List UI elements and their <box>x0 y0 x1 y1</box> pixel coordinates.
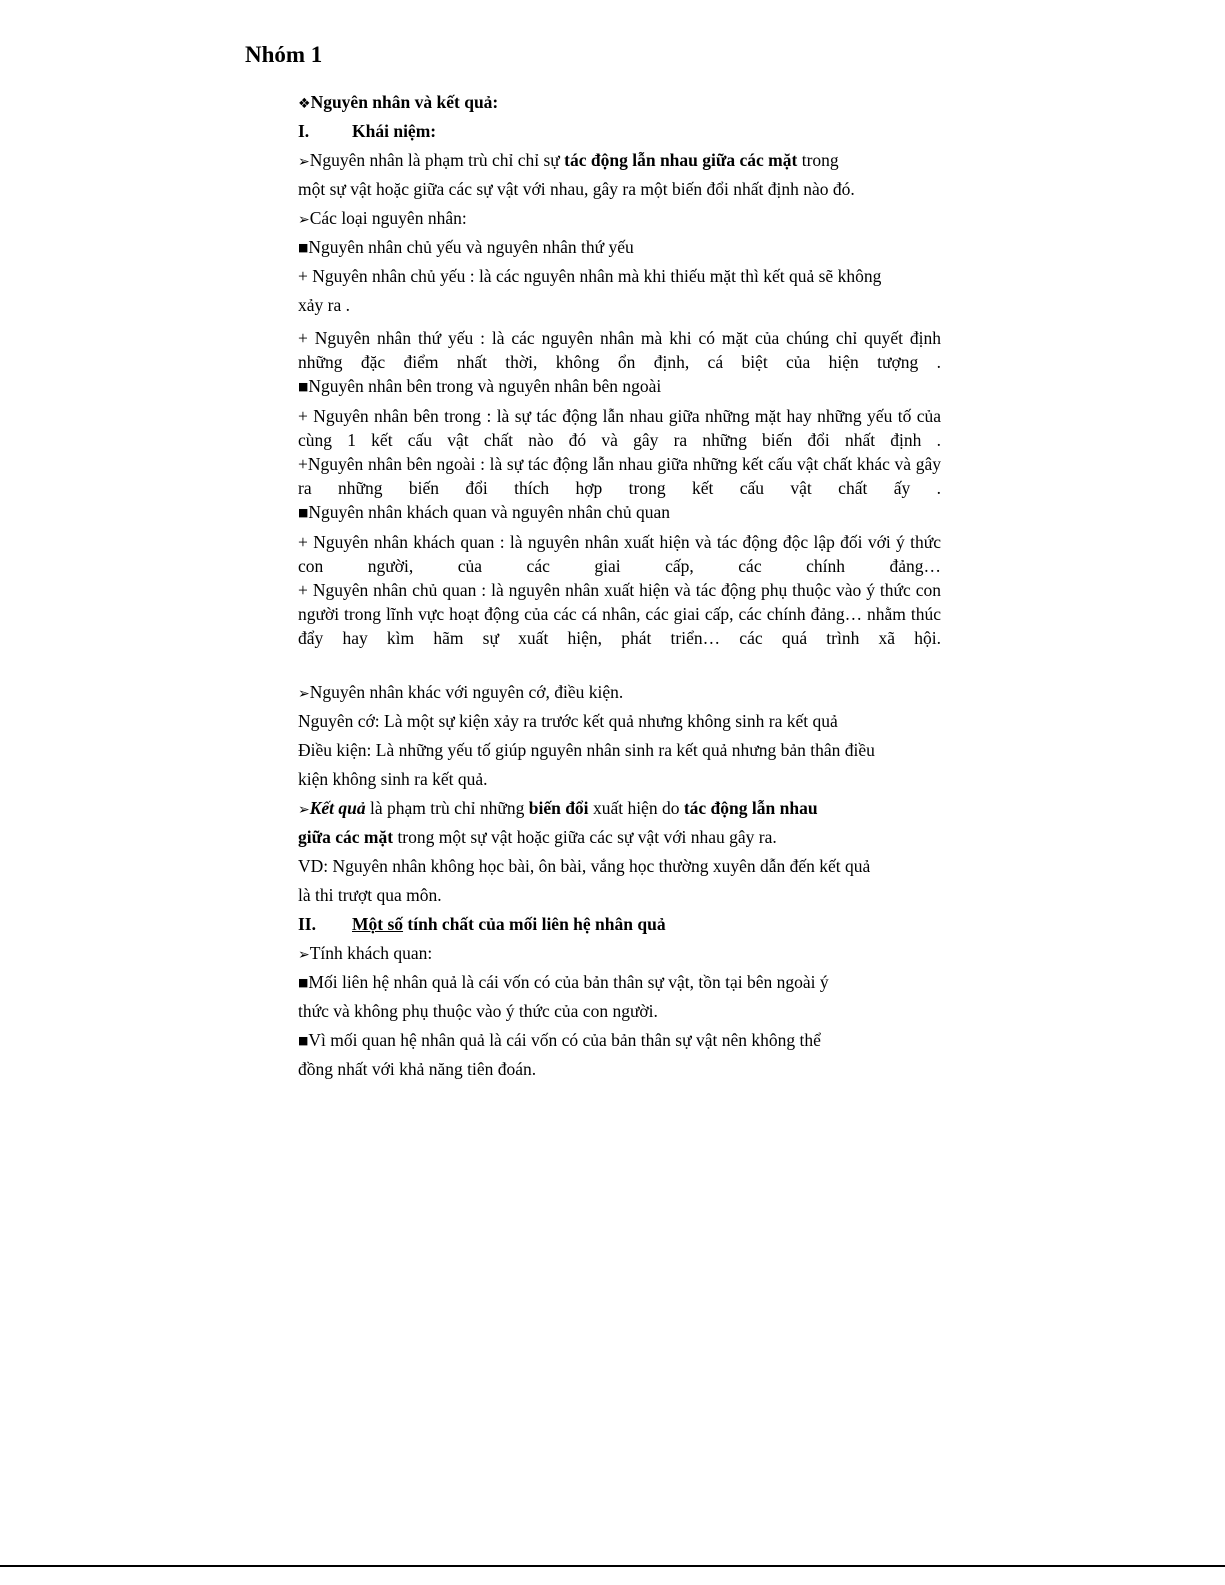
main-cause-line1: + Nguyên nhân chủ yếu : là các nguyên nhân mà khi thiếu mặt thì kết quả sẽ không <box>298 266 882 286</box>
condition-definition-line1: Điều kiện: Là những yếu tố giúp nguyên nhân sinh ra kết quả nhưng bản thân điều <box>298 740 875 760</box>
part1-number: I. <box>298 121 310 141</box>
group-title: Nhóm 1 <box>245 42 323 67</box>
part2-label-underlined: Một số <box>352 914 404 934</box>
objectivity-heading: ➢Tính khách quan: <box>298 943 433 963</box>
square-bullet-icon: ■ <box>298 506 309 519</box>
main-cause-line2: xảy ra . <box>298 295 350 315</box>
arrowhead-bullet-icon: ➢ <box>298 947 310 963</box>
secondary-cause: + Nguyên nhân thứ yếu : là các nguyên nhân mà khi có mặt của chúng chỉ quyết định những đặc điểm nhất thời, không ổn định, cá biệt của hiện tượng . <box>298 328 941 372</box>
pretext-definition: Nguyên cớ: Là một sự kiện xảy ra trước kết quả nhưng không sinh ra kết quả <box>298 711 838 731</box>
cause-definition: ➢Nguyên nhân là phạm trù chỉ chỉ sự tác động lẫn nhau giữa các mặt trong <box>298 150 839 170</box>
internal-cause: + Nguyên nhân bên trong : là sự tác động lẫn nhau giữa những mặt hay những yếu tố của cùng 1 kết cấu vật chất nào đó và gây ra những biến đổi nhất định . <box>298 406 941 450</box>
objectivity-bullet1-line2: thức và không phụ thuộc vào ý thức của con người. <box>298 1001 658 1021</box>
section-heading: ❖Nguyên nhân và kết quả: <box>298 92 499 112</box>
example-line2: là thi trượt qua môn. <box>298 885 442 905</box>
arrowhead-bullet-icon: ➢ <box>298 212 310 228</box>
page-bottom-rule <box>0 1565 1225 1567</box>
square-bullet-icon: ■ <box>298 241 309 254</box>
part2-heading <box>298 910 941 939</box>
arrowhead-bullet-icon: ➢ <box>298 154 310 170</box>
subjective-cause: + Nguyên nhân chủ quan : là nguyên nhân xuất hiện và tác động phụ thuộc vào ý thức con người trong lĩnh vực hoạt động của các cá nhân, các giai cấp, các chính đảng… nhằm thúc đẩy hay kìm hãm sự xuất hiện, phát triển… các quá trình xã hội. <box>298 580 941 648</box>
arrowhead-bullet-icon: ➢ <box>298 686 310 702</box>
diamond-bullet-icon: ❖ <box>298 96 311 112</box>
condition-definition-line2: kiện không sinh ra kết quả. <box>298 769 488 789</box>
effect-definition: ➢Kết quả là phạm trù chỉ những biến đổi xuất hiện do tác động lẫn nhau <box>298 798 818 818</box>
document-body <box>298 88 941 1084</box>
external-cause: +Nguyên nhân bên ngoài : là sự tác động lẫn nhau giữa những kết cấu vật chất khác và gây ra những biến đổi thích hợp trong kết cấu vật chất ấy . <box>298 454 941 498</box>
internal-vs-external-heading: ■Nguyên nhân bên trong và nguyên nhân bên ngoài <box>298 376 662 396</box>
arrowhead-bullet-icon: ➢ <box>298 802 310 818</box>
part2-number: II. <box>298 914 316 934</box>
objectivity-bullet1-line1: ■Mối liên hệ nhân quả là cái vốn có của bản thân sự vật, tồn tại bên ngoài ý <box>298 972 829 992</box>
objective-vs-subjective-heading: ■Nguyên nhân khách quan và nguyên nhân chủ quan <box>298 502 670 522</box>
objectivity-bullet2-line2: đồng nhất với khả năng tiên đoán. <box>298 1059 537 1079</box>
distinction-heading: ➢Nguyên nhân khác với nguyên cớ, điều kiện. <box>298 682 624 702</box>
part1-label: Khái niệm: <box>352 121 437 141</box>
square-bullet-icon: ■ <box>298 380 309 393</box>
main-vs-secondary-heading: ■Nguyên nhân chủ yếu và nguyên nhân thứ yếu <box>298 237 634 257</box>
effect-definition-cont: giữa các mặt trong một sự vật hoặc giữa các sự vật với nhau gây ra. <box>298 827 777 847</box>
part2-label-rest: tính chất của mối liên hệ nhân quả <box>403 914 666 934</box>
cause-definition-cont: một sự vật hoặc giữa các sự vật với nhau, gây ra một biến đổi nhất định nào đó. <box>298 179 855 199</box>
objective-cause: + Nguyên nhân khách quan : là nguyên nhân xuất hiện và tác động độc lập đối với ý thức con người, của các giai cấp, các chính đảng… <box>298 532 941 576</box>
example-line1: VD: Nguyên nhân không học bài, ôn bài, vắng học thường xuyên dẫn đến kết quả <box>298 856 871 876</box>
square-bullet-icon: ■ <box>298 976 309 989</box>
square-bullet-icon: ■ <box>298 1034 309 1047</box>
types-heading: ➢Các loại nguyên nhân: <box>298 208 467 228</box>
objectivity-bullet2-line1: ■Vì mối quan hệ nhân quả là cái vốn có của bản thân sự vật nên không thể <box>298 1030 821 1050</box>
part1-heading <box>298 117 941 146</box>
